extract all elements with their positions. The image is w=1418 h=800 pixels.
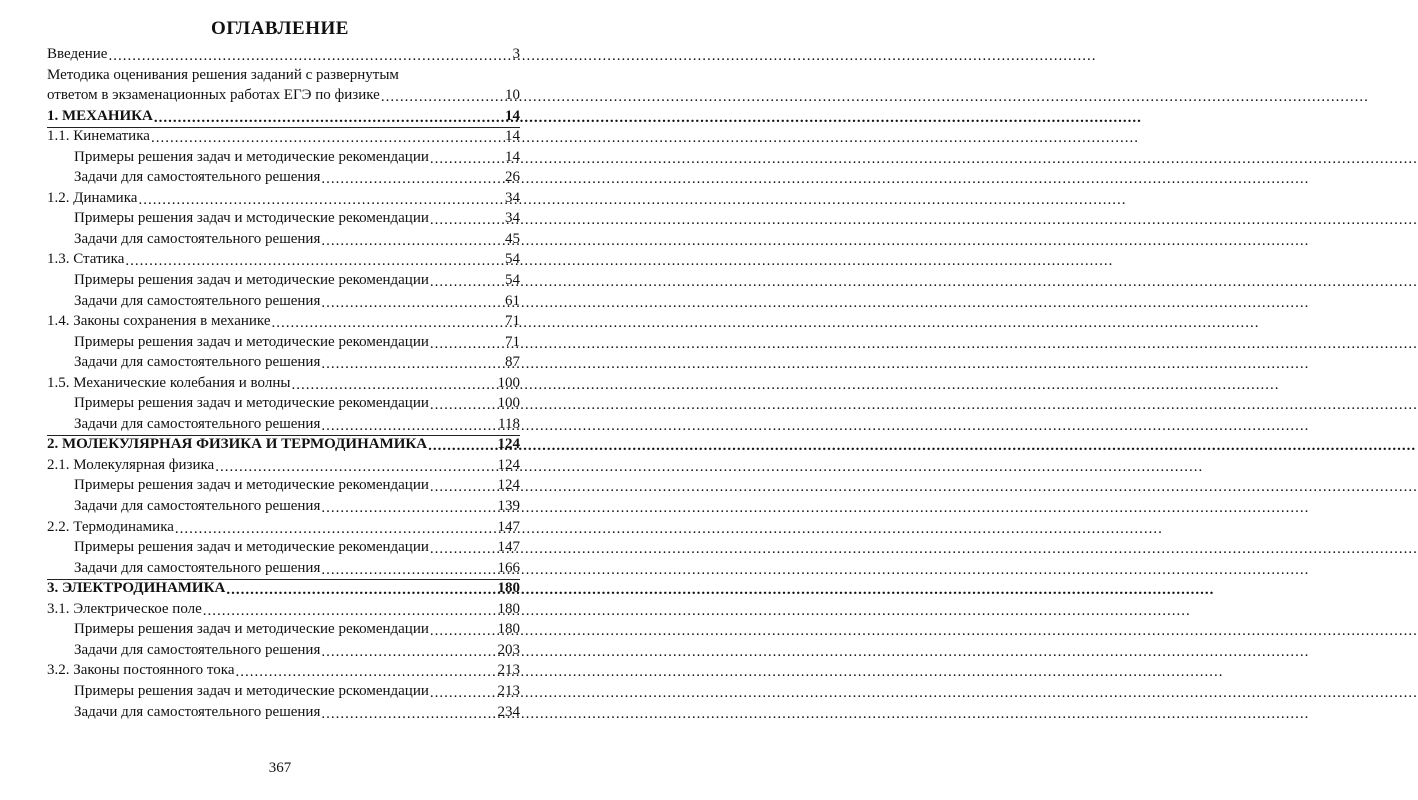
dot-leader: [428, 436, 496, 451]
toc-entry-title: Задачи для самостоятельного решения: [74, 641, 321, 658]
toc-entry-title: 1.3. Статика: [47, 251, 125, 268]
toc-subentry-examples[interactable]: [47, 332, 520, 353]
dot-leader: [236, 662, 497, 677]
toc-entry-page: 180: [497, 600, 520, 617]
toc-entry-title: Задачи для самостоятельного решения: [74, 292, 321, 309]
toc-entry-electric-field[interactable]: [47, 599, 520, 620]
toc-entry-methodology[interactable]: [47, 65, 520, 106]
dot-leader: [321, 560, 496, 575]
dot-leader: [108, 46, 511, 61]
dot-leader: [154, 108, 504, 123]
dot-leader: [215, 457, 496, 472]
toc-subentry-examples[interactable]: [47, 208, 520, 229]
toc-entry-page: 100: [497, 395, 520, 412]
toc-subentry-exercises[interactable]: [47, 229, 520, 250]
toc-entry-title: Методика оценивания решения заданий с развернутым: [47, 66, 399, 83]
toc-subentry-exercises[interactable]: [47, 496, 520, 517]
toc-subentry-exercises[interactable]: [47, 414, 520, 435]
toc-subentry-examples[interactable]: [47, 619, 520, 640]
toc-entry-page: 124: [497, 436, 520, 453]
dot-leader: [291, 375, 496, 390]
dot-leader: [138, 190, 504, 205]
toc-entry-introduction[interactable]: [47, 44, 520, 65]
toc-entry-title: Задачи для самостоятельного решения: [74, 498, 321, 515]
toc-entry-title: 1.5. Механические колебания и волны: [47, 374, 291, 391]
toc-subentry-examples[interactable]: [47, 537, 520, 558]
toc-entry-title: Задачи для самостоятельного решения: [74, 354, 321, 371]
toc-entry-page: 100: [497, 374, 520, 391]
section-divider: [47, 579, 520, 580]
toc-entry-title: Задачи для самостоятельного решения: [74, 415, 321, 432]
toc-subentry-examples[interactable]: [47, 393, 520, 414]
toc-entry-title: Примеры решения задач и методические рекомендации: [74, 272, 429, 289]
dot-leader: [321, 231, 504, 246]
toc-entry-page: 139: [497, 498, 520, 515]
toc-entry-title: 2.2. Термодинамика: [47, 518, 174, 535]
toc-subentry-exercises[interactable]: [47, 352, 520, 373]
dot-leader: [430, 272, 504, 287]
dot-leader: [203, 601, 497, 616]
toc-entry-title: 1.2. Динамика: [47, 189, 138, 206]
toc-subentry-exercises[interactable]: [47, 558, 520, 579]
toc-entry-title: 2. МОЛЕКУЛЯРНАЯ ФИЗИКА И ТЕРМОДИНАМИКА: [47, 436, 428, 453]
dot-leader: [125, 251, 504, 266]
toc-entry-oscillations-waves[interactable]: [47, 373, 520, 394]
toc-entry-title: Примеры решения задач и методические рекомендации: [74, 148, 429, 165]
toc-entry-title: Примеры решения задач и методические рекомендации: [74, 477, 429, 494]
toc-subentry-examples[interactable]: [47, 681, 520, 702]
dot-leader: [430, 683, 497, 698]
dot-leader: [226, 580, 496, 595]
dot-leader: [151, 128, 504, 143]
toc-entry-page: 124: [497, 477, 520, 494]
section-divider: [47, 127, 520, 128]
toc-subentry-exercises[interactable]: [47, 702, 520, 723]
toc-entry-direct-current[interactable]: [47, 660, 520, 681]
toc-entry-statics[interactable]: [47, 249, 520, 270]
toc-entry-title: 2.1. Молекулярная физика: [47, 456, 215, 473]
dot-leader: [321, 498, 496, 513]
toc-entry-page: 166: [497, 559, 520, 576]
toc-entry-page: 54: [505, 251, 520, 268]
toc-entry-title: Примеры решения задач и методические рекомендации: [74, 395, 429, 412]
toc-entry-molecular-physics[interactable]: [47, 455, 520, 476]
toc-entry-page: 118: [498, 415, 520, 432]
dot-leader: [272, 313, 504, 328]
toc-entry-title: Примеры решения задач и методические рскомендации: [74, 682, 429, 699]
toc-entry-title: Задачи для самостоятельного решения: [74, 703, 321, 720]
toc-entry-page: 87: [505, 354, 520, 371]
toc-entry-dynamics[interactable]: [47, 188, 520, 209]
dot-leader: [321, 169, 504, 184]
dot-leader: [430, 210, 504, 225]
toc-entry-title: Примеры решения задач и методические рекомендации: [74, 333, 429, 350]
toc-entry-title: 3.1. Электрическое поле: [47, 600, 202, 617]
toc-entry-page: 234: [497, 703, 520, 720]
section-divider: [47, 435, 520, 436]
toc-entry-title: Задачи для самостоятельного решения: [74, 559, 321, 576]
toc-section-molecular-physics[interactable]: [47, 434, 520, 455]
toc-entry-title: Задачи для самостоятельного решения: [74, 230, 321, 247]
toc-entry-page: 147: [497, 539, 520, 556]
toc-entry-page: 3: [512, 46, 520, 62]
toc-entry-thermodynamics[interactable]: [47, 517, 520, 538]
dot-leader: [321, 416, 497, 431]
toc-subentry-examples[interactable]: [47, 270, 520, 291]
dot-leader: [321, 642, 496, 657]
toc-entry-title: 3.2. Законы постоянного тока: [47, 662, 235, 679]
toc-entry-page: 34: [505, 210, 520, 227]
toc-entry-page: 26: [505, 169, 520, 186]
toc-entry-page: 124: [497, 456, 520, 473]
toc-entry-title: Введение: [47, 46, 108, 62]
toc-subentry-exercises[interactable]: [47, 291, 520, 312]
toc-entry-page: 147: [497, 518, 520, 535]
toc-entry-kinematics[interactable]: [47, 126, 520, 147]
toc-entry-title: Задачи для самостоятельного решения: [74, 169, 321, 186]
toc-entry-page: 203: [497, 641, 520, 658]
toc-entry-title: Примеры решения задач и методические рекомендации: [74, 621, 429, 638]
toc-entry-page: 180: [497, 621, 520, 638]
toc-entry-page: 61: [505, 292, 520, 309]
dot-leader: [430, 395, 497, 410]
toc-entry-title: 3. ЭЛЕКТРОДИНАМИКА: [47, 580, 226, 597]
toc-entry-page: 213: [497, 662, 520, 679]
toc-subentry-exercises[interactable]: [47, 640, 520, 661]
toc-entry-page: 10: [505, 87, 520, 104]
toc-entry-title: 1.4. Законы сохранения в механике: [47, 313, 271, 330]
toc-entry-title: Примеры решения задач и методические рекомендации: [74, 539, 429, 556]
toc-subentry-exercises[interactable]: [47, 167, 520, 188]
page-title: ОГЛАВЛЕНИЕ: [211, 18, 349, 39]
dot-leader: [175, 519, 497, 534]
dot-leader: [430, 539, 497, 554]
dot-leader: [381, 87, 504, 102]
dot-leader: [430, 621, 497, 636]
toc-entry-page: 71: [505, 333, 520, 350]
toc-entry-page: 54: [505, 272, 520, 289]
toc-subentry-examples[interactable]: [47, 147, 520, 168]
toc-subentry-examples[interactable]: [47, 475, 520, 496]
dot-leader: [321, 293, 504, 308]
toc-entry-conservation-laws[interactable]: [47, 311, 520, 332]
toc-entry-page: 14: [505, 148, 520, 165]
dot-leader: [430, 334, 504, 349]
page-number: 367: [268, 760, 292, 776]
dot-leader: [321, 354, 504, 369]
dot-leader: [430, 149, 504, 164]
toc-entry-page: 71: [505, 313, 520, 330]
table-of-contents: [47, 44, 520, 722]
toc-section-electrodynamics[interactable]: [47, 578, 520, 599]
toc-entry-page: 14: [505, 128, 520, 145]
toc-entry-title: 1.1. Кинематика: [47, 128, 150, 145]
dot-leader: [430, 477, 497, 492]
toc-entry-page: 34: [505, 189, 520, 206]
toc-entry-title-continued: ответом в экзаменационных работах ЕГЭ по физике: [47, 87, 380, 104]
toc-entry-page: 213: [497, 682, 520, 699]
toc-entry-page: 180: [497, 580, 520, 597]
toc-entry-title: 1. МЕХАНИКА: [47, 107, 153, 124]
toc-entry-page: 45: [505, 230, 520, 247]
toc-entry-title: Примеры решения задач и мстодические рекомендации: [74, 210, 429, 227]
toc-entry-page: 14: [505, 107, 520, 124]
toc-section-mechanics[interactable]: [47, 106, 520, 127]
dot-leader: [321, 704, 496, 719]
